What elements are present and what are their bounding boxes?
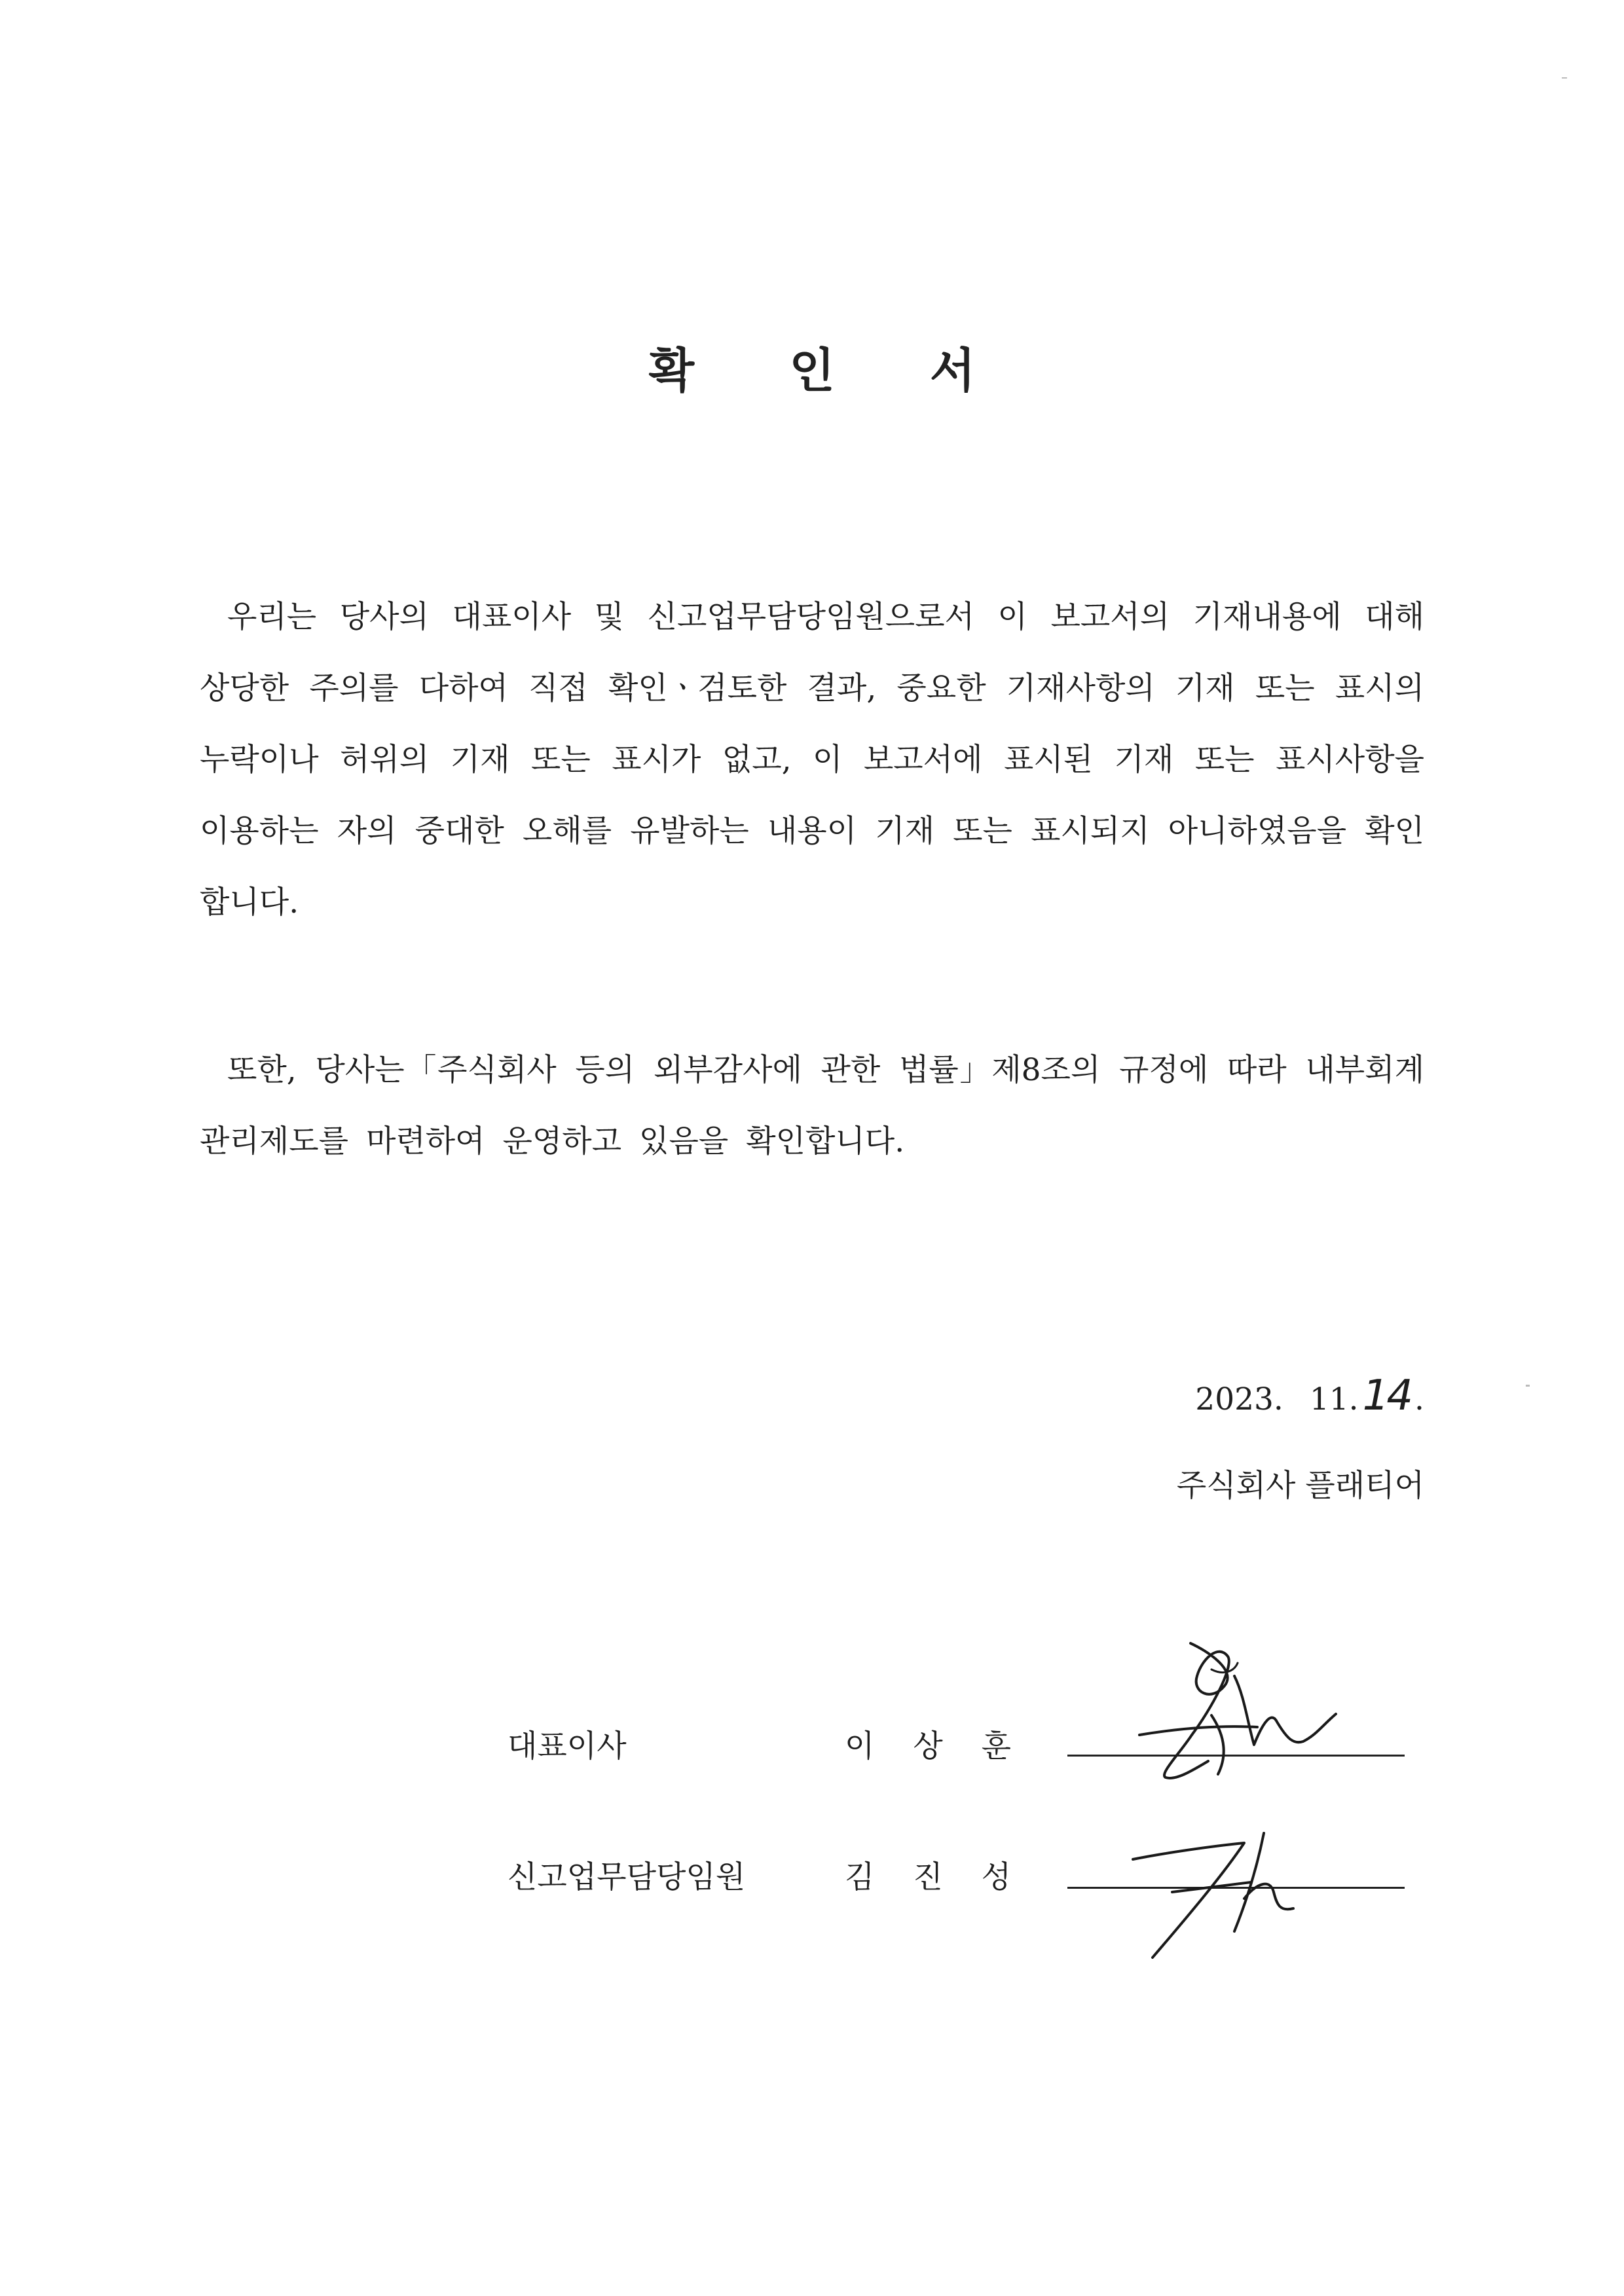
date-day-handwritten: 14 bbox=[1362, 1372, 1411, 1420]
scan-speck bbox=[1526, 1385, 1530, 1387]
confirmation-paragraph-text: 우리는 당사의 대표이사 및 신고업무담당임원으로서 이 보고서의 기재내용에 대해 상당한 주의를 다하여 직접 확인ㆍ검토한 결과, 중요한 기재사항의 기재 또는 표시의 누락이나 허위의 기재 또는 표시가 없고, 이 보고서에 표시된 기재 또는 표시사항을 이용하는 자의 중대한 오해를 유발하는 내용이 기재 또는 표시되지 아니하였음을 확인합니다. bbox=[200, 599, 1424, 920]
handwritten-signature-disclosure-officer bbox=[1113, 1820, 1414, 1977]
document-title: 확 인 서 bbox=[648, 343, 1015, 398]
date-trailing: . bbox=[1414, 1381, 1424, 1417]
internal-control-paragraph bbox=[200, 1034, 1424, 1177]
company-name: 주식회사 플래티어 bbox=[1176, 1468, 1424, 1504]
signatory-role: 대표이사 bbox=[507, 1728, 627, 1764]
date-month: 11. bbox=[1309, 1381, 1359, 1417]
signatory-name: 이 상 훈 bbox=[845, 1728, 1026, 1764]
confirmation-paragraph bbox=[200, 581, 1424, 938]
signatory-role: 신고업무담당임원 bbox=[507, 1859, 746, 1895]
date-year: 2023. bbox=[1195, 1381, 1283, 1417]
internal-control-paragraph-text: 또한, 당사는「주식회사 등의 외부감사에 관한 법률」제8조의 규정에 따라 내부회계관리제도를 마련하여 운영하고 있음을 확인합니다. bbox=[200, 1052, 1424, 1159]
signatory-name: 김 진 성 bbox=[845, 1859, 1026, 1895]
signature-row-ceo bbox=[0, 1702, 1624, 1820]
document-date bbox=[1195, 1372, 1424, 1420]
signature-row-disclosure-officer bbox=[0, 1840, 1624, 1958]
scan-speck bbox=[1562, 77, 1567, 79]
handwritten-signature-ceo bbox=[1113, 1630, 1414, 1800]
